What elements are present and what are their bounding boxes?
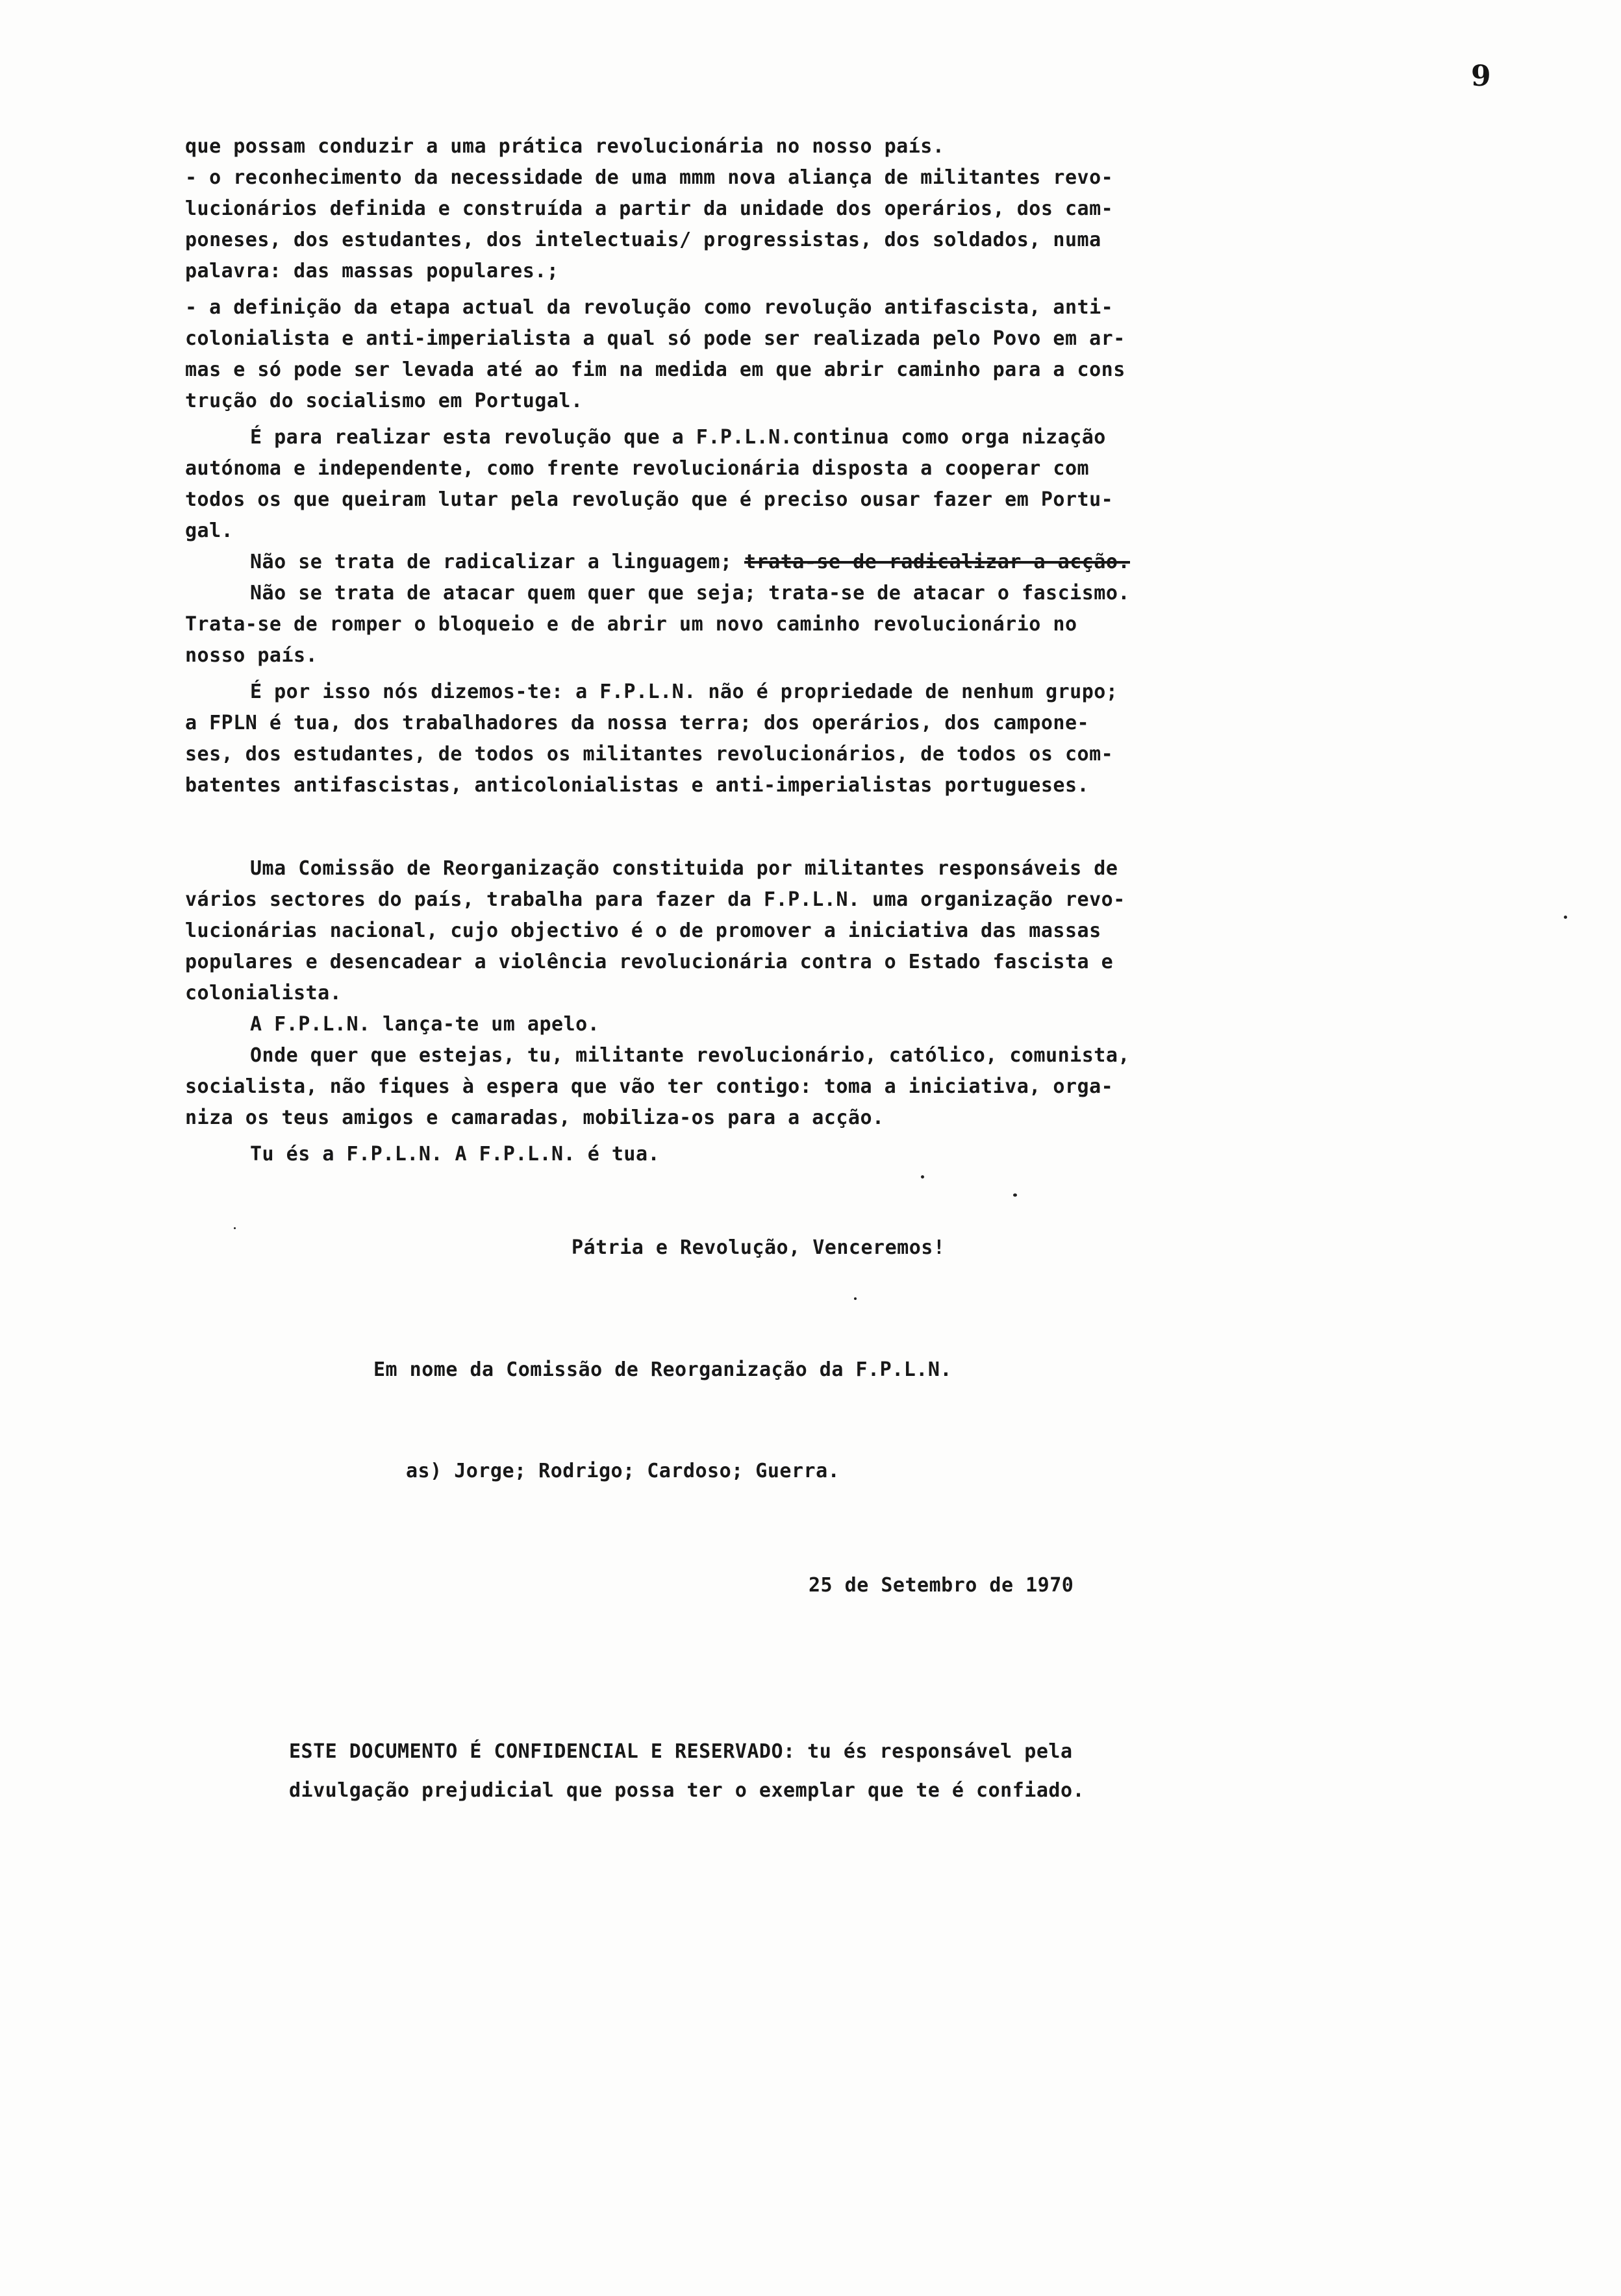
text-line: batentes antifascistas, anticolonialistas e anti-imperialistas portugueses. bbox=[185, 774, 1090, 797]
ink-speck bbox=[854, 1297, 857, 1300]
text-line bbox=[250, 551, 1130, 573]
text-line: socialista, não fiques à espera que vão ter contigo: toma a iniciativa, orga- bbox=[185, 1075, 1114, 1098]
ink-speck bbox=[921, 1175, 924, 1179]
ink-speck bbox=[1013, 1193, 1017, 1197]
text-line: a FPLN é tua, dos trabalhadores da nossa terra; dos operários, dos campone- bbox=[185, 712, 1090, 734]
notice-line: divulgação prejudicial que possa ter o exemplar que te é confiado. bbox=[289, 1779, 1085, 1802]
page-number: 9 bbox=[1471, 60, 1491, 93]
text-line: colonialista e anti-imperialista a qual só pode ser realizada pelo Povo em ar- bbox=[185, 327, 1125, 350]
text-line: niza os teus amigos e camaradas, mobiliza-os para a acção. bbox=[185, 1106, 885, 1129]
text-line: populares e desencadear a violência revolucionária contra o Estado fascista e bbox=[185, 951, 1114, 973]
text-line: palavra: das massas populares.; bbox=[185, 260, 559, 282]
text-line: lucionárias nacional, cujo objectivo é o de promover a iniciativa das massas bbox=[185, 919, 1101, 942]
closing-slogan: Pátria e Revolução, Venceremos! bbox=[572, 1236, 946, 1259]
text-line: autónoma e independente, como frente revolucionária disposta a cooperar com bbox=[185, 457, 1090, 480]
struck-through-text: trata-se de radicalizar a acção. bbox=[744, 551, 1130, 573]
text-line: Uma Comissão de Reorganização constituida por militantes responsáveis de bbox=[250, 857, 1118, 880]
ink-speck bbox=[234, 1227, 236, 1229]
text-line: Trata-se de romper o bloqueio e de abrir um novo caminho revolucionário no bbox=[185, 613, 1077, 636]
text-line: Onde quer que estejas, tu, militante revolucionário, católico, comunista, bbox=[250, 1044, 1130, 1067]
text-line: ses, dos estudantes, de todos os militantes revolucionários, de todos os com- bbox=[185, 743, 1114, 766]
text-line: A F.P.L.N. lança-te um apelo. bbox=[250, 1013, 600, 1036]
document-date: 25 de Setembro de 1970 bbox=[809, 1574, 1074, 1597]
notice-line: ESTE DOCUMENTO É CONFIDENCIAL E RESERVADO: tu és responsável pela bbox=[289, 1740, 1073, 1763]
text-line: vários sectores do país, trabalha para fazer da F.P.L.N. uma organização revo- bbox=[185, 888, 1125, 911]
text-line: nosso país. bbox=[185, 644, 318, 667]
ink-speck bbox=[1564, 916, 1567, 919]
text-line: Tu és a F.P.L.N. A F.P.L.N. é tua. bbox=[250, 1143, 660, 1166]
text-line: gal. bbox=[185, 519, 234, 542]
text-line: É para realizar esta revolução que a F.P.L.N.continua como orga nização bbox=[250, 426, 1106, 449]
text-line: colonialista. bbox=[185, 982, 342, 1004]
text-line: que possam conduzir a uma prática revolucionária no nosso país. bbox=[185, 135, 945, 158]
signature-intro: Em nome da Comissão de Reorganização da F.P.L.N. bbox=[373, 1358, 952, 1381]
text-line: Não se trata de atacar quem quer que seja; trata-se de atacar o fascismo. bbox=[250, 582, 1130, 605]
text-line: todos os que queiram lutar pela revolução que é preciso ousar fazer em Portu- bbox=[185, 488, 1114, 511]
text-line: - a definição da etapa actual da revolução como revolução antifascista, anti- bbox=[185, 296, 1114, 319]
text-line: - o reconhecimento da necessidade de uma mmm nova aliança de militantes revo- bbox=[185, 166, 1114, 189]
text-line: poneses, dos estudantes, dos intelectuais/ progressistas, dos soldados, numa bbox=[185, 229, 1101, 251]
text-line: trução do socialismo em Portugal. bbox=[185, 390, 583, 412]
text-line: É por isso nós dizemos-te: a F.P.L.N. não é propriedade de nenhum grupo; bbox=[250, 680, 1118, 703]
signatories: as) Jorge; Rodrigo; Cardoso; Guerra. bbox=[406, 1460, 840, 1482]
text-line: mas e só pode ser levada até ao fim na medida em que abrir caminho para a cons bbox=[185, 358, 1125, 381]
text-line-start: Não se trata de radicalizar a linguagem; bbox=[250, 551, 733, 573]
text-line: lucionários definida e construída a partir da unidade dos operários, dos cam- bbox=[185, 197, 1114, 220]
